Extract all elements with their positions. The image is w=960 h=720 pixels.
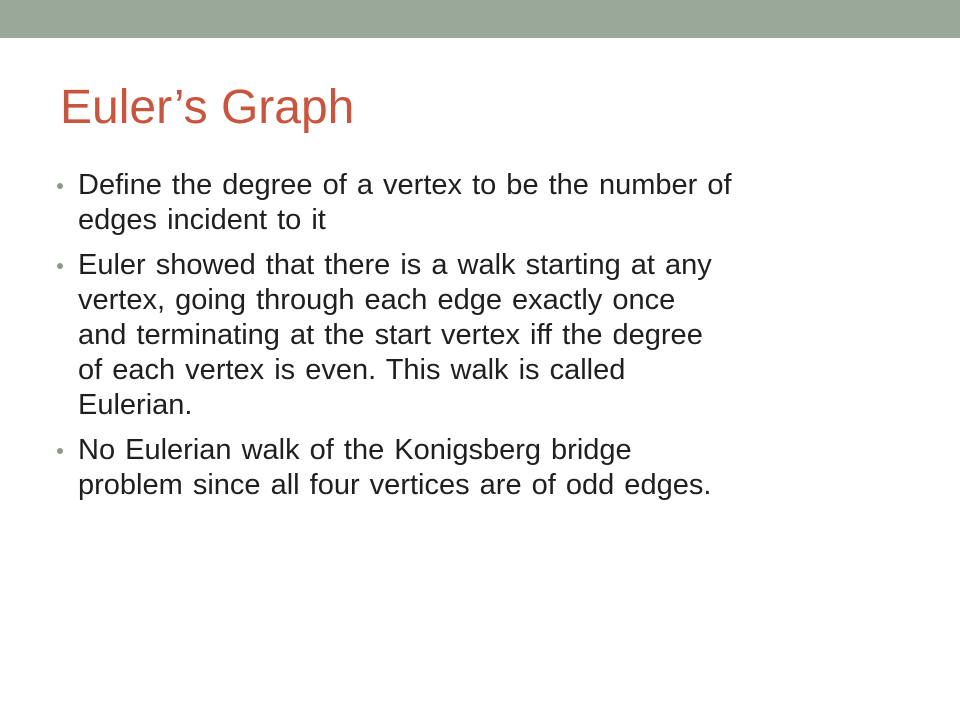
bullet-marker-icon: [57, 183, 63, 189]
bullet-line: problem since all four vertices are of odd edges.: [78, 469, 712, 501]
bullet-list: [56, 168, 916, 513]
bullet-item: [56, 248, 916, 423]
bullet-line: No Eulerian walk of the Konigsberg bridge: [78, 434, 632, 466]
bullet-line: and terminating at the start vertex iff the degree: [78, 319, 703, 351]
bullet-line: of each vertex is even. This walk is called: [78, 354, 626, 386]
top-accent-bar: [0, 0, 960, 38]
bullet-item: [56, 433, 916, 503]
bullet-line: Eulerian.: [78, 389, 193, 421]
slide-title: Euler’s Graph: [60, 81, 355, 134]
bullet-line: vertex, going through each edge exactly once: [78, 284, 676, 316]
bullet-marker-icon: [57, 448, 63, 454]
bullet-line: edges incident to it: [78, 204, 326, 236]
bullet-line: Euler showed that there is a walk starting at any: [78, 249, 712, 281]
bullet-line: Define the degree of a vertex to be the number of: [78, 169, 732, 201]
bullet-marker-icon: [57, 263, 63, 269]
bullet-item: [56, 168, 916, 238]
